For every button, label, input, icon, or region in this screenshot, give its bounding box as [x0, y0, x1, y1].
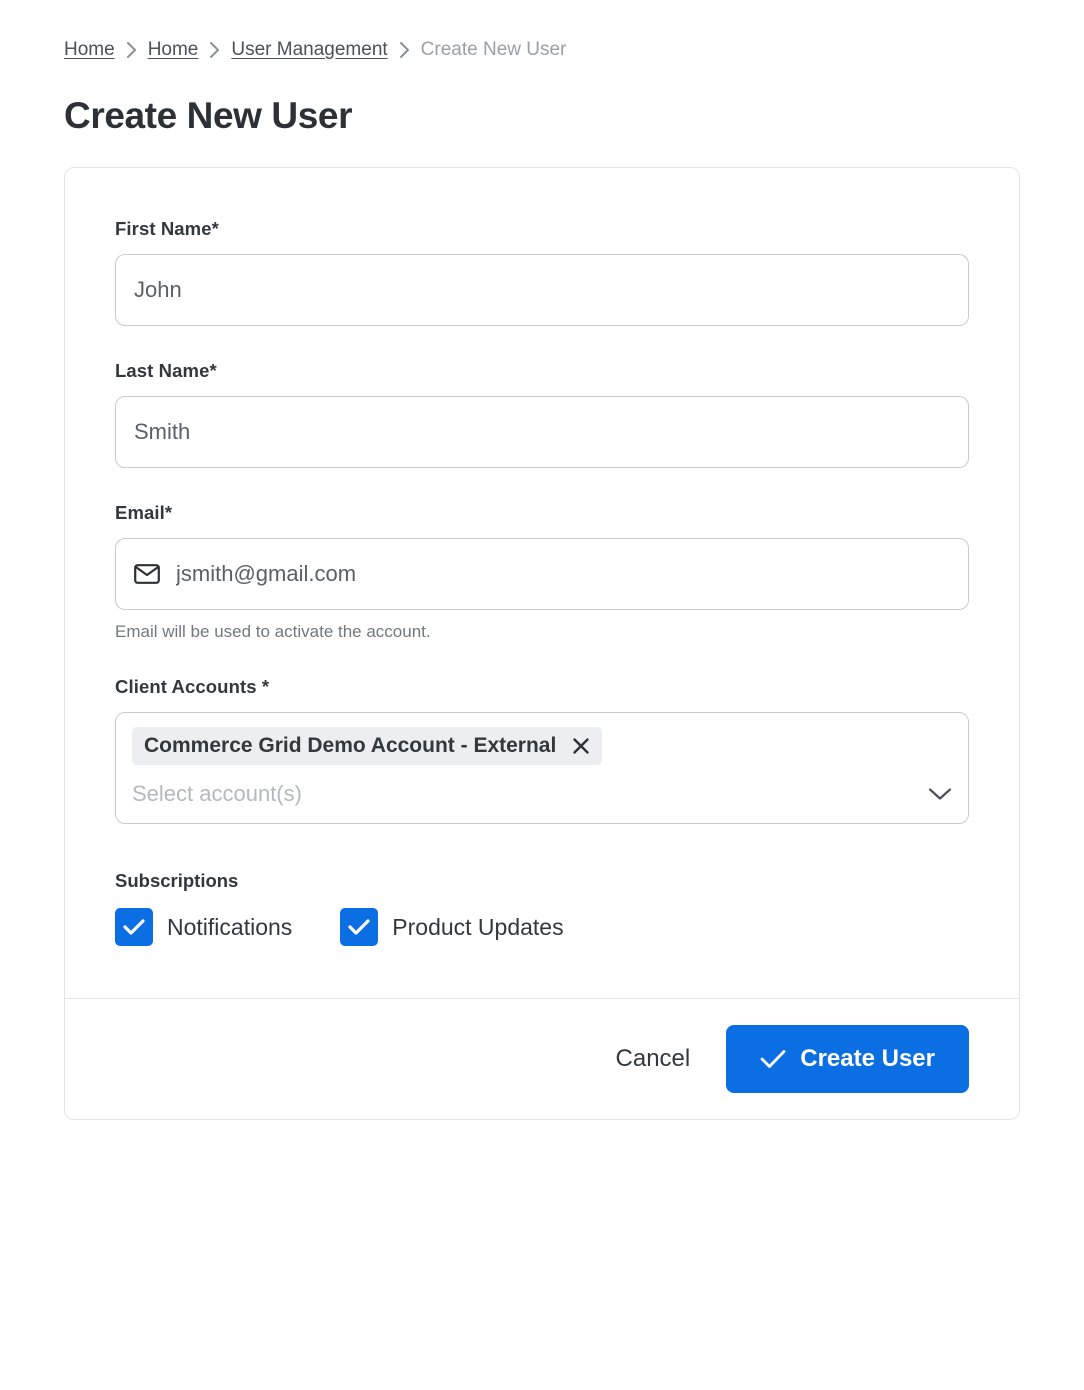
cancel-button[interactable]: Cancel: [610, 1035, 697, 1083]
client-accounts-multiselect[interactable]: [115, 712, 969, 824]
email-label: Email*: [115, 502, 173, 523]
form-actions: [65, 998, 1019, 1119]
check-icon: [760, 1049, 786, 1069]
client-account-chip-label: Commerce Grid Demo Account - External: [144, 734, 557, 757]
breadcrumb-item-user-management[interactable]: User Management: [231, 39, 388, 60]
email-input[interactable]: [176, 561, 950, 587]
checkbox-notifications-label: Notifications: [167, 913, 293, 940]
first-name-input[interactable]: [115, 254, 969, 326]
checkbox-product-updates[interactable]: [340, 908, 563, 946]
checkmark-icon: [340, 908, 378, 946]
client-accounts-select-row[interactable]: [132, 781, 952, 811]
client-accounts-label: Client Accounts *: [115, 676, 270, 697]
field-last-name: [115, 360, 969, 468]
client-accounts-placeholder: Select account(s): [132, 781, 302, 806]
email-helper-text: Email will be used to activate the account.: [115, 622, 431, 641]
chevron-right-icon: [398, 41, 411, 59]
client-account-chip: [132, 727, 602, 765]
checkmark-icon: [115, 908, 153, 946]
email-input-wrapper[interactable]: [115, 538, 969, 610]
close-icon[interactable]: [568, 733, 594, 759]
create-user-button-label: Create User: [800, 1045, 935, 1072]
create-user-button[interactable]: [726, 1025, 969, 1093]
create-user-form: [65, 168, 1019, 998]
checkbox-notifications[interactable]: [115, 908, 292, 946]
breadcrumb-item-create-new-user: Create New User: [420, 39, 567, 60]
chevron-right-icon: [125, 41, 138, 59]
envelope-icon: [134, 564, 160, 584]
subscriptions-options: [115, 908, 969, 946]
field-client-accounts: [115, 676, 969, 824]
breadcrumb-item-home-2[interactable]: Home: [147, 39, 199, 60]
checkbox-product-updates-label: Product Updates: [392, 913, 564, 940]
field-subscriptions: [115, 870, 969, 946]
last-name-label: Last Name*: [115, 360, 217, 381]
last-name-input[interactable]: [115, 396, 969, 468]
field-first-name: [115, 218, 969, 326]
breadcrumb-item-home-1[interactable]: Home: [64, 39, 115, 60]
first-name-label: First Name*: [115, 218, 219, 239]
breadcrumb: [64, 40, 1020, 59]
subscriptions-label: Subscriptions: [115, 870, 239, 891]
chevron-right-icon: [208, 41, 221, 59]
chevron-down-icon[interactable]: [928, 787, 952, 801]
field-email: [115, 502, 969, 642]
create-user-card: [64, 167, 1020, 1120]
page-title: Create New User: [64, 95, 353, 136]
